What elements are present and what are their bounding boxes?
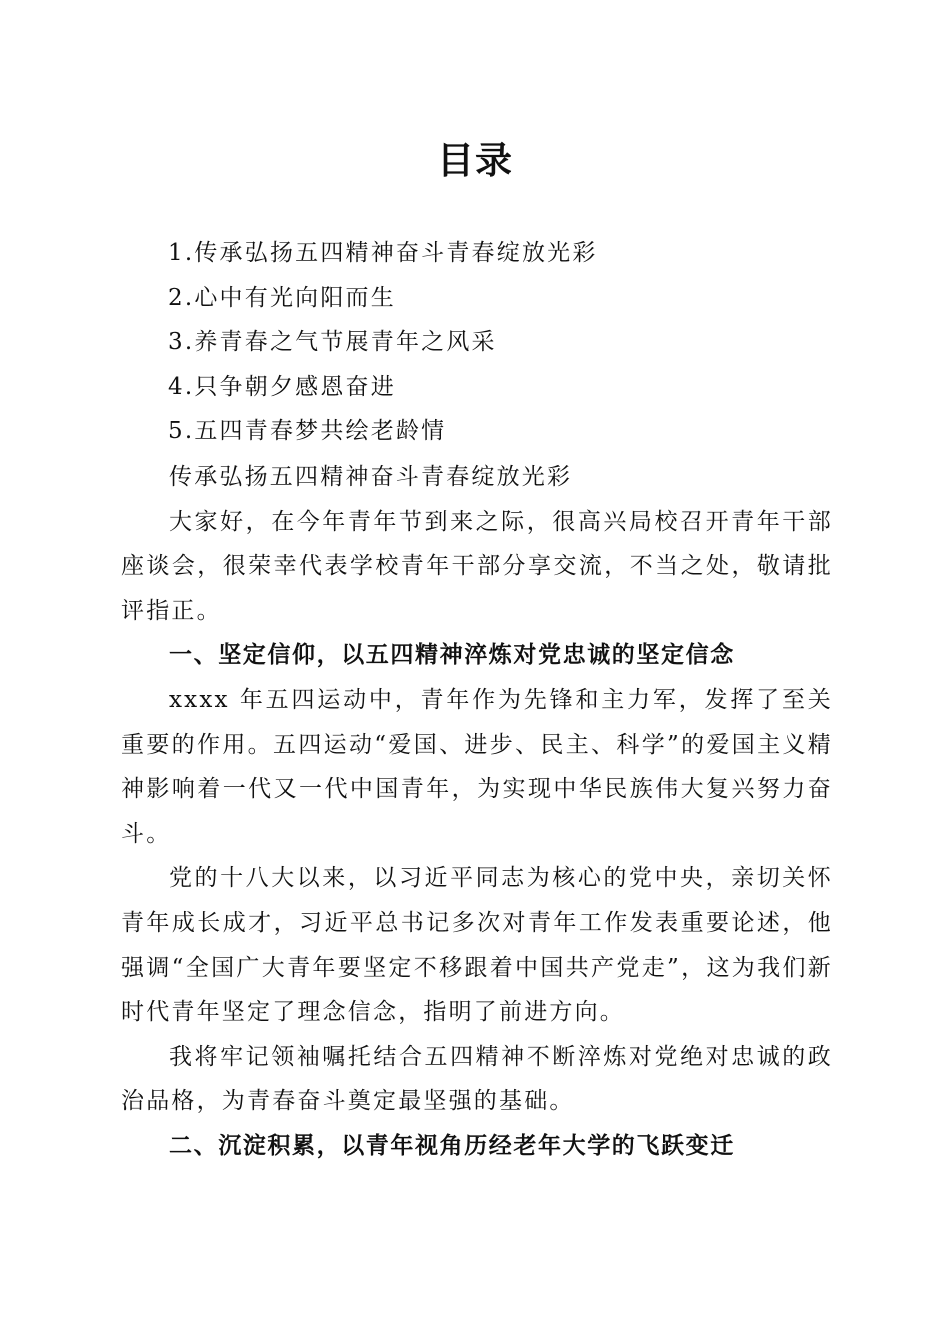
- document-title: 目录: [437, 138, 513, 182]
- article-body: [121, 455, 833, 1169]
- section-heading: 一、坚定信仰，以五四精神淬炼对党忠诚的坚定信念: [169, 642, 735, 669]
- section-heading: 二、沉淀积累，以青年视角历经老年大学的飞跃变迁: [169, 1132, 735, 1159]
- toc-item: 4.只争朝夕感恩奋进: [168, 373, 396, 400]
- paragraph: 大家好，在今年青年节到来之际，很高兴局校召开青年干部座谈会，很荣幸代表学校青年干部分享交流，不当之处，敬请批评指正。: [121, 508, 833, 624]
- toc-item: 5.五四青春梦共绘老龄情: [168, 418, 447, 445]
- paragraph: 党的十八大以来，以习近平同志为核心的党中央，亲切关怀青年成长成才，习近平总书记多次对青年工作发表重要论述，他强调“全国广大青年要坚定不移跟着中国共产党走”，这为我们新时代青年坚定了理念信念，指明了前进方向。: [121, 865, 833, 1026]
- article-title: 传承弘扬五四精神奋斗青春绽放光彩: [169, 464, 573, 490]
- toc-item: 1.传承弘扬五四精神奋斗青春绽放光彩: [168, 240, 598, 266]
- table-of-contents: [168, 231, 868, 454]
- toc-item: 3.养青春之气节展青年之风采: [168, 329, 497, 356]
- paragraph: xxxx 年五四运动中，青年作为先锋和主力军，发挥了至关重要的作用。五四运动“爱国、进步、民主、科学”的爱国主义精神影响着一代又一代中国青年，为实现中华民族伟大复兴努力奋斗。: [121, 686, 833, 847]
- paragraph: 我将牢记领袖嘱托结合五四精神不断淬炼对党绝对忠诚的政治品格，为青春奋斗奠定最坚强的基础。: [121, 1043, 833, 1115]
- toc-item: 2.心中有光向阳而生: [168, 284, 396, 311]
